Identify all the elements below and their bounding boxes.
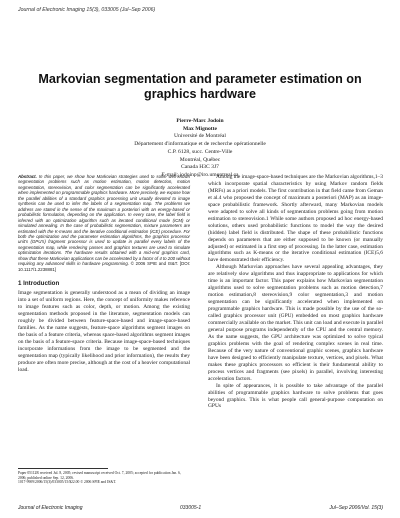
abstract-text: In this paper, we show how Markovian strategies used to solve well-known segmentation problems such as motion estimation, motion detection, motion segmentation, stereovision, and color segmentation can be significantly accelerated when implemented on programmable graphics hardware. More precisely, we expose how the parallel abilities of a standard graphics processing unit usually devoted to image synthesis can be used to infer the labels of a segmentation map. The problems we address are stated in the sense of the maximum a posteriori with an energy-based or probabilistic formulation, depending on the application. In every case, the label field is inferred with an optimization algorithm such as iterated conditional mode (ICM) or simulated annealing. In the case of probabilistic segmentation, mixture parameters are estimated with the K-means and the iterative conditional estimation (ICE) procedure. For both the optimization and the parameter estimation algorithms, the graphics processor unit's (GPU's) fragment processor is used to update in parallel every labels of the segmentation map, while rendering passes and graphics textures are used to simulate optimization iterations. The hardware results obtained with a mid-end graphics card, show that these Markovian applications can be accelerated by a factor of 4 to 200 without requiring any advanced skills in hardware programming. <box>18 174 190 267</box>
paper-title: Markovian segmentation and parameter estimation on graphics hardware <box>38 72 362 101</box>
abstract <box>18 174 190 272</box>
left-column <box>18 174 190 374</box>
body-paragraph: Although Markovian approaches have several appealing advantages, they are relatively slow algorithms and thus inappropriate to applications for which time is an important factor. This paper explains how Markovian segmentation algorithms used to solve segmentation problems such as motion detection,7 motion estimation,8 stereovision,9 color segmentation,3 and motion segmentation can be significantly accelerated when implemented on programmable graphics hardware. This is made possible by the use of the so-called graphics processor unit (GPU) embedded on most graphics hardware commercially available on the market. This unit can load and execute in parallel general purpose programs independently of the CPU and the central memory. As the name suggests, the GPU architecture was optimized to solve typical graphics problems with the goal of rendering complex scenes in real time. Because of the very nature of conventional graphic scenes, graphics hardware have been designed to efficiently manipulate texture, vertices, and pixels. What makes these graphics processors so efficient is their fundamental ability to process vertices and fragments (see pixels) in parallel, involving interesting acceleration factors. <box>208 264 383 382</box>
body-paragraph: Among the image-space-based techniques are the Markovian algorithms,1–3 which incorporate spatial characteristics by using Markov random fields (MRFs) as a priori models. The first contribution in that field came from Geman et al.4 who proposed the concept of maximum a posteriori (MAP) as an image-space probabilistic framework. Shortly afterward, many Markovian models were adapted to solve all kinds of segmentation problems going from motion estimation to stereovision.1 While some authors proposed ad hoc energy-based solutions, others used probabilistic functions to model the way the desired (hidden) label field is distributed. The shape of these probabilistic functions depends on parameters that are either supposed to be known (or manually adjusted) or estimated in a first step of processing. In the latter case, estimation algorithms such as K-means or the iterative conditional estimation (ICE)5,6 have demonstrated their efficiency. <box>208 174 383 264</box>
section-heading: 1 Introduction <box>18 280 60 288</box>
footer-journal: Journal of Electronic Imaging <box>18 505 83 511</box>
affiliation-line: Montréal, Québec <box>179 156 221 163</box>
footer-page-number: 033005-1 <box>180 505 202 511</box>
copyright-notice: © 2006 SPIE and IS&T. [DOI: 10.1117/1.2238881] <box>18 261 190 272</box>
footnote <box>18 471 190 485</box>
footnote-rule <box>18 468 108 469</box>
affiliation-line: C.P. 6128, succ. Centre-Ville <box>167 148 233 155</box>
body-paragraph: In spite of appearances, it is possible to take advantage of the parallel abilities of programmable graphics hardware to solve problems that goes beyond graphics. This is what people call general-purpose computation on GPUs <box>208 382 383 410</box>
author-block <box>60 118 340 180</box>
author-name: Max Mignotte <box>182 125 218 132</box>
footnote-line: Paper 05112R received Jul. 8, 2005; revised manuscript received Oct. 7, 2005; accepted for publication Jan. 6, 2006; published online Sep. 12, 2006. <box>18 471 181 480</box>
author-email: E-mail: jodoinp@iro.umontreal.ca <box>161 171 239 178</box>
affiliation-line: Canada H3C 3J7 <box>181 164 219 171</box>
affiliation-line: Université de Montréal <box>174 133 226 140</box>
right-column <box>208 174 383 410</box>
running-head: Journal of Electronic Imaging 15(3), 033005 (Jul–Sep 2006) <box>18 7 156 13</box>
footnote-line: 1017-9909/2006/15(3)/033005/15/$22.00 © 2006 SPIE and IS&T. <box>18 480 117 484</box>
footer-volume: Jul–Sep 2006/Vol. 15(3) <box>329 505 383 511</box>
affiliation-line: Département d'informatique et de recherche opérationnelle <box>134 141 266 148</box>
author-name: Pierre-Marc Jodoin <box>176 118 224 124</box>
abstract-label: Abstract. <box>18 174 37 179</box>
intro-paragraph: Image segmentation is generally understood as a mean of dividing an image into a set of uniform regions. Here, the concept of uniformity makes reference to image features such as color, depth, or motion. Among the existing segmentation methods proposed in the literature, segmentation models can roughly be divided between feature-space-based and image-space-based families. As the name suggests, feature-space algorithms segment images on the basis of a feature criteria, whereas space-based algorithms segment images on the basis of a feature-space criteria. Because image-space-based techniques incorporate informations from the image to be segmented and the segmentation map (typically likelihood and prior information), the results they produce are often more precise, although at the cost of a heavier computational load. <box>18 290 190 373</box>
